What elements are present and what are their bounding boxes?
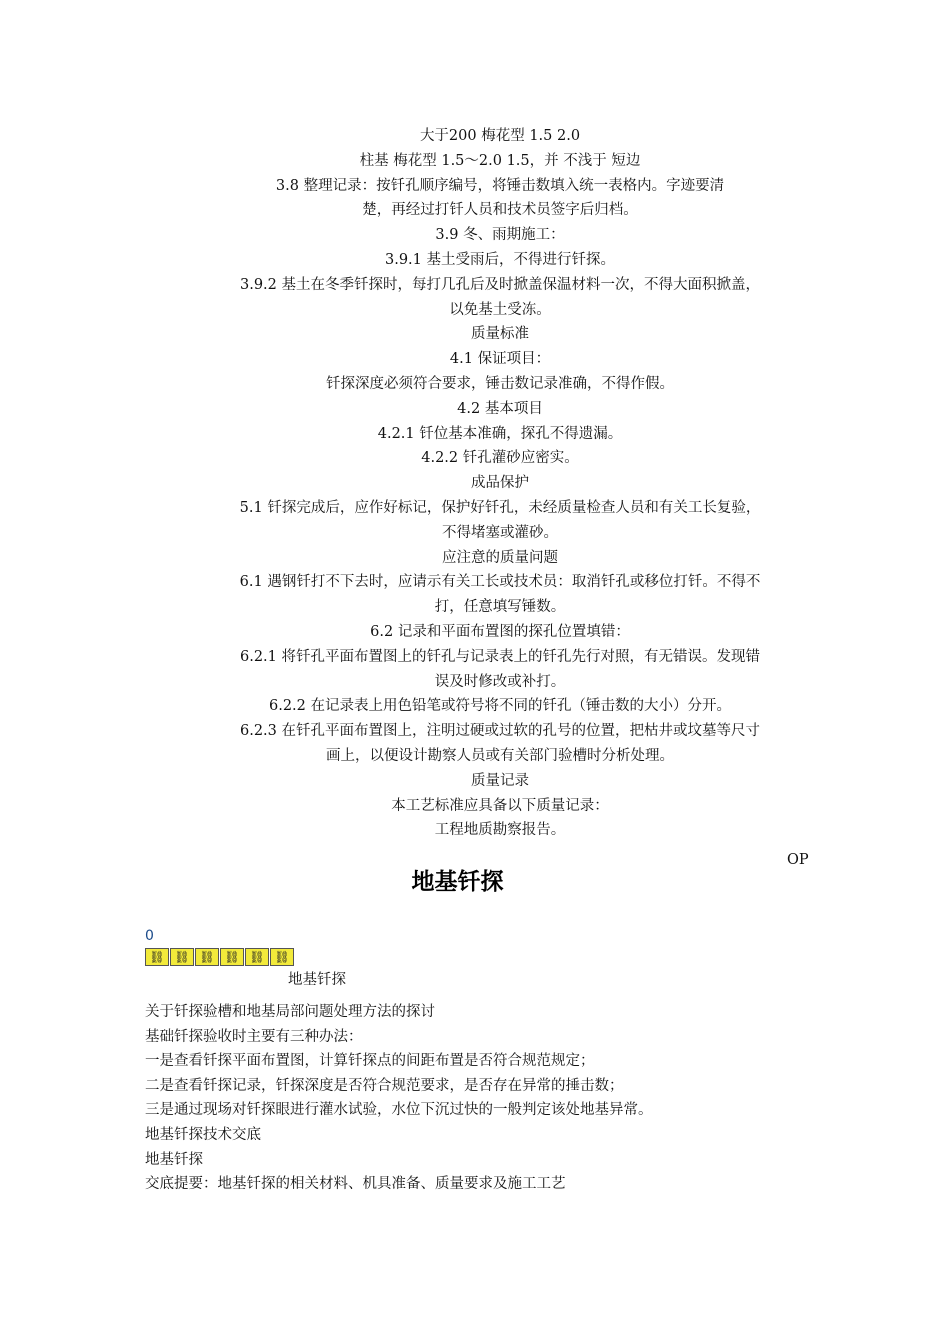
section-heading: 应注意的质量问题 (442, 549, 558, 566)
broken-image-icon[interactable]: ⛓ (195, 948, 219, 966)
text-line: 5.1 钎探完成后，应作好标记，保护好钎孔，未经质量检查人员和有关工长复验， (239, 499, 761, 516)
broken-image-icon[interactable]: ⛓ (270, 948, 294, 966)
text-line: 地基钎探技术交底 (145, 1126, 261, 1143)
text-line: 不得堵塞或灌砂。 (442, 524, 558, 541)
section-heading: 质量标准 (471, 326, 529, 343)
zero-marker: 0 (145, 928, 154, 944)
section-heading: 质量记录 (471, 772, 529, 789)
broken-image-icon[interactable]: ⛓ (145, 948, 169, 966)
sub-title: 地基钎探 (288, 972, 346, 988)
section-heading: 成品保护 (471, 475, 529, 492)
text-line: 一是查看钎探平面布置图，计算钎探点的间距布置是否符合规范规定； (145, 1053, 595, 1070)
text-line: 画上，以便设计勘察人员或有关部门验槽时分析处理。 (326, 747, 674, 764)
text-line: 3.9 冬、雨期施工： (435, 227, 565, 244)
broken-image-icon[interactable]: ⛓ (220, 948, 244, 966)
text-line: 4.2.1 钎位基本准确，探孔不得遗漏。 (377, 425, 623, 442)
text-line: 3.9.2 基土在冬季钎探时，每打几孔后及时掀盖保温材料一次，不得大面积掀盖， (239, 276, 760, 293)
text-line: 6.1 遇钢钎打不下去时，应请示有关工长或技术员：取消钎孔或移位打钎。不得不 (239, 574, 761, 591)
op-marker: OP (787, 852, 809, 868)
text-line: 交底提要：地基钎探的相关材料、机具准备、质量要求及施工工艺 (145, 1176, 566, 1193)
text-line: 二是查看钎探记录，钎探深度是否符合规范要求，是否存在异常的捶击数； (145, 1077, 624, 1094)
text-line: 地基钎探 (145, 1151, 203, 1168)
text-line: 误及时修改或补打。 (434, 673, 566, 690)
text-line: 6.2.1 将钎孔平面布置图上的钎孔与记录表上的钎孔先行对照，有无错误。发现错 (239, 648, 760, 665)
text-line: 工程地质勘察报告。 (434, 822, 566, 839)
centered-text-block (190, 124, 810, 843)
text-line: 4.1 保证项目： (449, 351, 551, 368)
text-line: 关于钎探验槽和地基局部问题处理方法的探讨 (145, 1004, 435, 1020)
image-placeholder-strip (145, 948, 295, 966)
text-line: 本工艺标准应具备以下质量记录： (391, 797, 609, 814)
text-line: 楚，再经过打钎人员和技术员签字后归档。 (362, 202, 638, 219)
text-line: 三是通过现场对钎探眼进行灌水试验，水位下沉过快的一般判定该处地基异常。 (145, 1102, 653, 1119)
text-line: 3.9.1 基土受雨后，不得进行钎探。 (384, 251, 615, 268)
text-line: 柱基 梅花型 1.5～2.0 1.5，并 不浅于 短边 (359, 152, 641, 169)
text-line: 大于200 梅花型 1.5 2.0 (419, 128, 581, 144)
text-line: 6.2 记录和平面布置图的探孔位置填错： (370, 623, 630, 640)
text-line: 基础钎探验收时主要有三种办法： (145, 1028, 363, 1045)
text-line: 3.8 整理记录：按钎孔顺序编号，将锤击数填入统一表格内。字迹要清 (275, 177, 725, 194)
text-line: 4.2 基本项目 (457, 400, 543, 417)
broken-image-icon[interactable]: ⛓ (170, 948, 194, 966)
text-line: 钎探深度必须符合要求，锤击数记录准确，不得作假。 (326, 375, 674, 392)
text-line: 6.2.3 在钎孔平面布置图上，注明过硬或过软的孔号的位置，把枯井或坟墓等尺寸 (239, 723, 760, 740)
text-line: 以免基土受冻。 (449, 301, 551, 318)
left-text-block (145, 1000, 825, 1197)
page-title: 地基钎探 (411, 869, 504, 895)
broken-image-icon[interactable]: ⛓ (245, 948, 269, 966)
text-line: 6.2.2 在记录表上用色铅笔或符号将不同的钎孔（锤击数的大小）分开。 (268, 698, 731, 715)
text-line: 4.2.2 钎孔灌砂应密实。 (421, 450, 579, 467)
text-line: 打，任意填写锤数。 (434, 599, 566, 616)
